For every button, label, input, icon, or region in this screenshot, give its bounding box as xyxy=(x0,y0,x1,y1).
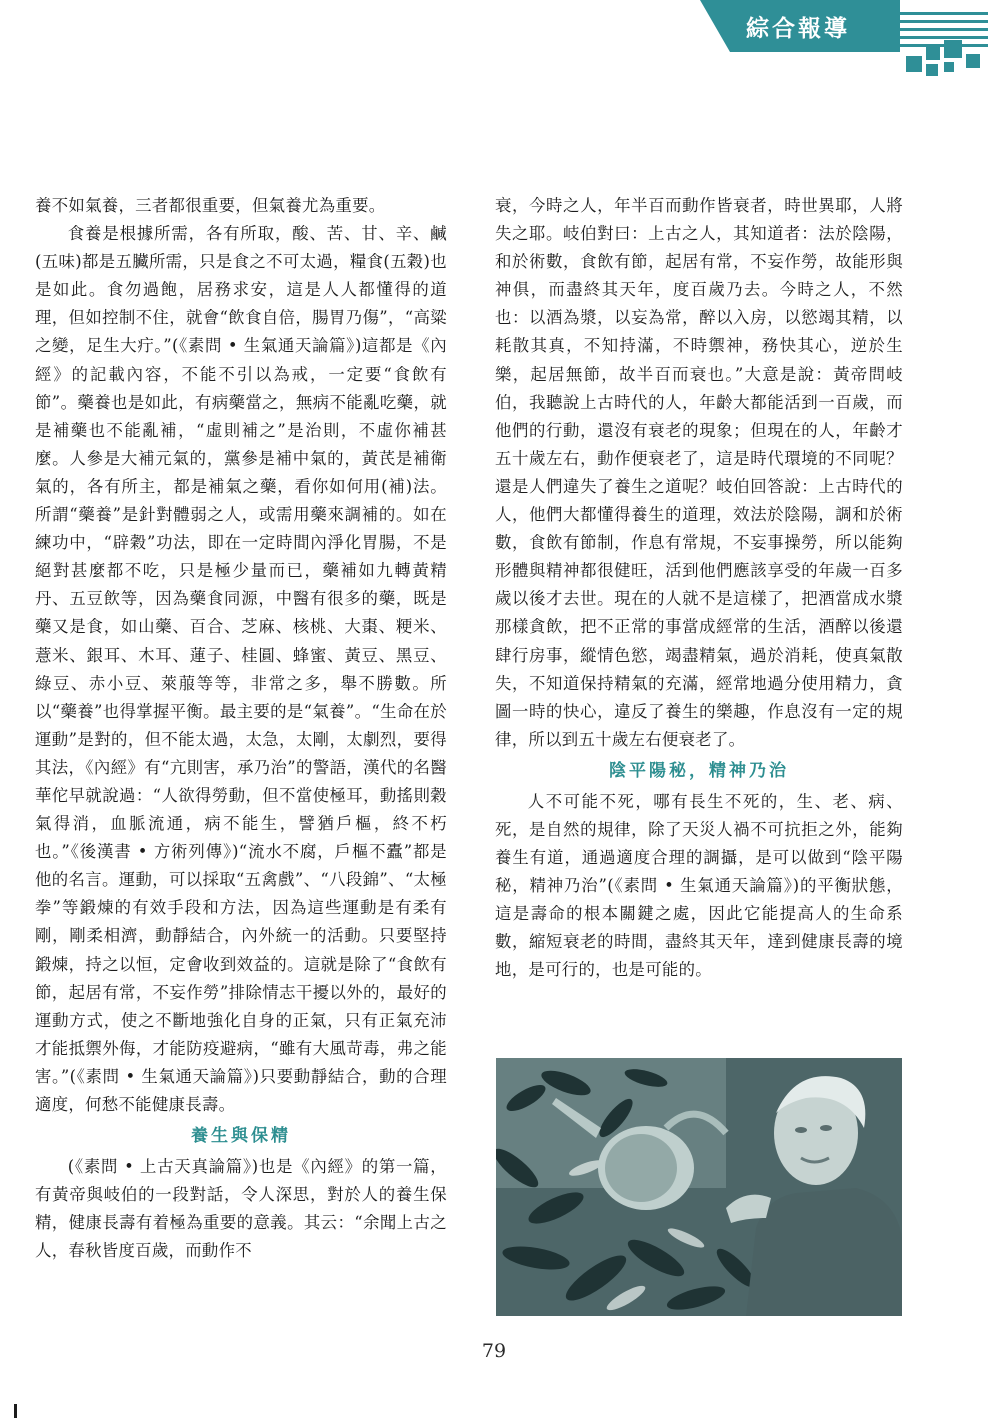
paragraph: 人不可能不死，哪有長生不死的，生、老、病、死，是自然的規律，除了天災人禍不可抗拒之外，能夠養生有道，通過適度合理的調攝，是可以做到“陰平陽秘，精神乃治”(《素問 • 生氣通天論篇》)的平衡狀態，這是壽命的根本關鍵之處，因此它能提高人的生命系數，縮短衰老的時間，盡終其天年，達到健康長壽的境地，是可行的，也是可能的。 xyxy=(495,791,903,980)
paragraph: 衰，今時之人，年半百而動作皆衰者，時世異耶，人將失之耶。岐伯對曰：上古之人，其知道者：法於陰陽，和於術數，食飲有節，起居有常，不妄作勞，故能形與神俱，而盡終其天年，度百歲乃去。今時之人，不然也：以酒為漿，以妄為常，醉以入房，以慾竭其精，以耗散其真，不知持滿，不時禦神，務快其心，逆於生樂，起居無節，故半百而衰也。”大意是說：黃帝問岐伯，我聽說上古時代的人，年齡大都能活到一百歲，而他們的行動，還沒有衰老的現象；但現在的人，年齡才五十歲左右，動作便衰老了，這是時代環境的不同呢？還是人們違失了養生之道呢？岐伯回答說：上古時代的人，他們大都懂得養生的道理，效法於陰陽，調和於術數，食飲有節制，作息有常規，不妄事操勞，所以能夠形體與精神都很健旺，活到他們應該享受的年歲一百多歲以後才去世。現在的人就不是這樣了，把酒當成水漿那樣貪飲，把不正常的事當成經常的生活，酒醉以後還肆行房事，縱情色慾，竭盡精氣，過於消耗，使真氣散失，不知道保持精氣的充滿，經常地過分使用精力，貪圖一時的快心，違反了養生的樂趣，作息沒有一定的規律，所以到五十歲左右便衰老了。 xyxy=(495,196,903,749)
section-title: 綜合報導 xyxy=(746,16,850,42)
section-heading: 陰平陽秘，精神乃治 xyxy=(609,760,789,781)
paragraph: 食養是根據所需，各有所取，酸、苦、甘、辛、鹹(五味)都是五臟所需，只是食之不可太過，糧食(五穀)也是如此。食勿過飽，居務求安，這是人人都懂得的道理，但如控制不住，就會“飲食自倍，腸胃乃傷”，“高粱之變，足生大疔。”(《素問 • 生氣通天論篇》)這都是《內經》的記載內容，不能不引以為戒，一定要“食飲有節”。藥養也是如此，有病藥當之，無病不能亂吃藥，就是補藥也不能亂補，“虛則補之”是治則，不虛你補甚麼。人參是大補元氣的，黨參是補中氣的，黃芪是補衛氣的，各有所主，都是補氣之藥，看你如何用(補)法。所謂“藥養”是針對體弱之人，或需用藥來調補的。如在練功中，“辟穀”功法，即在一定時間內淨化胃腸，不是絕對甚麼都不吃，只是極少量而已，藥補如九轉黃精丹、五豆飲等，因為藥食同源，中醫有很多的藥，既是藥又是食，如山藥、百合、芝麻、核桃、大棗、粳米、薏米、銀耳、木耳、蓮子、桂圓、蜂蜜、黃豆、黑豆、綠豆、赤小豆、萊菔等等，非常之多，舉不勝數。所以“藥養”也得掌握平衡。最主要的是“氣養”。“生命在於運動”是對的，但不能太過，太急，太剛，太劇烈，要得其法，《內經》有“亢則害，承乃治”的警語，漢代的名醫華佗早就說過：“人欲得勞動，但不當使極耳，動搖則穀氣得消，血脈流通，病不能生，譬猶戶樞，終不朽也。”《後漢書 • 方術列傳》)“流水不腐，戶樞不蠹”都是他的名言。運動，可以採取“五禽戲”、“八段錦”、“太極拳”等鍛煉的有效手段和方法，因為這些運動是有柔有剛，剛柔相濟，動靜結合，內外統一的活動。只要堅持鍛煉，持之以恒，定會收到效益的。這就是除了“食飲有節，起居有常，不妄作勞”排除情志干擾以外的，最好的運動方式，使之不斷地強化自身的正氣，只有正氣充沛才能抵禦外侮，才能防疫避病，“雖有大風苛毒，弗之能害。”(《素問 • 生氣通天論篇》)只要動靜結合，動的合理適度，何愁不能健康長壽。 xyxy=(35,224,447,1114)
elderly-woman-watering-plants-photo xyxy=(496,1058,902,1316)
page-number: 79 xyxy=(481,1340,507,1362)
crop-mark xyxy=(14,1404,17,1418)
paragraph: 養不如氣養，三者都很重要，但氣養尤為重要。 xyxy=(35,196,386,215)
section-heading: 養生與保精 xyxy=(191,1126,291,1147)
left-column xyxy=(35,192,447,1265)
paragraph: (《素問 • 上古天真論篇》)也是《內經》的第一篇，有黃帝與岐伯的一段對話，令人深思，對於人的養生保精，健康長壽有着極為重要的意義。其云：“余聞上古之人，春秋皆度百歲，而動作不 xyxy=(35,1157,447,1261)
right-column xyxy=(495,192,903,985)
